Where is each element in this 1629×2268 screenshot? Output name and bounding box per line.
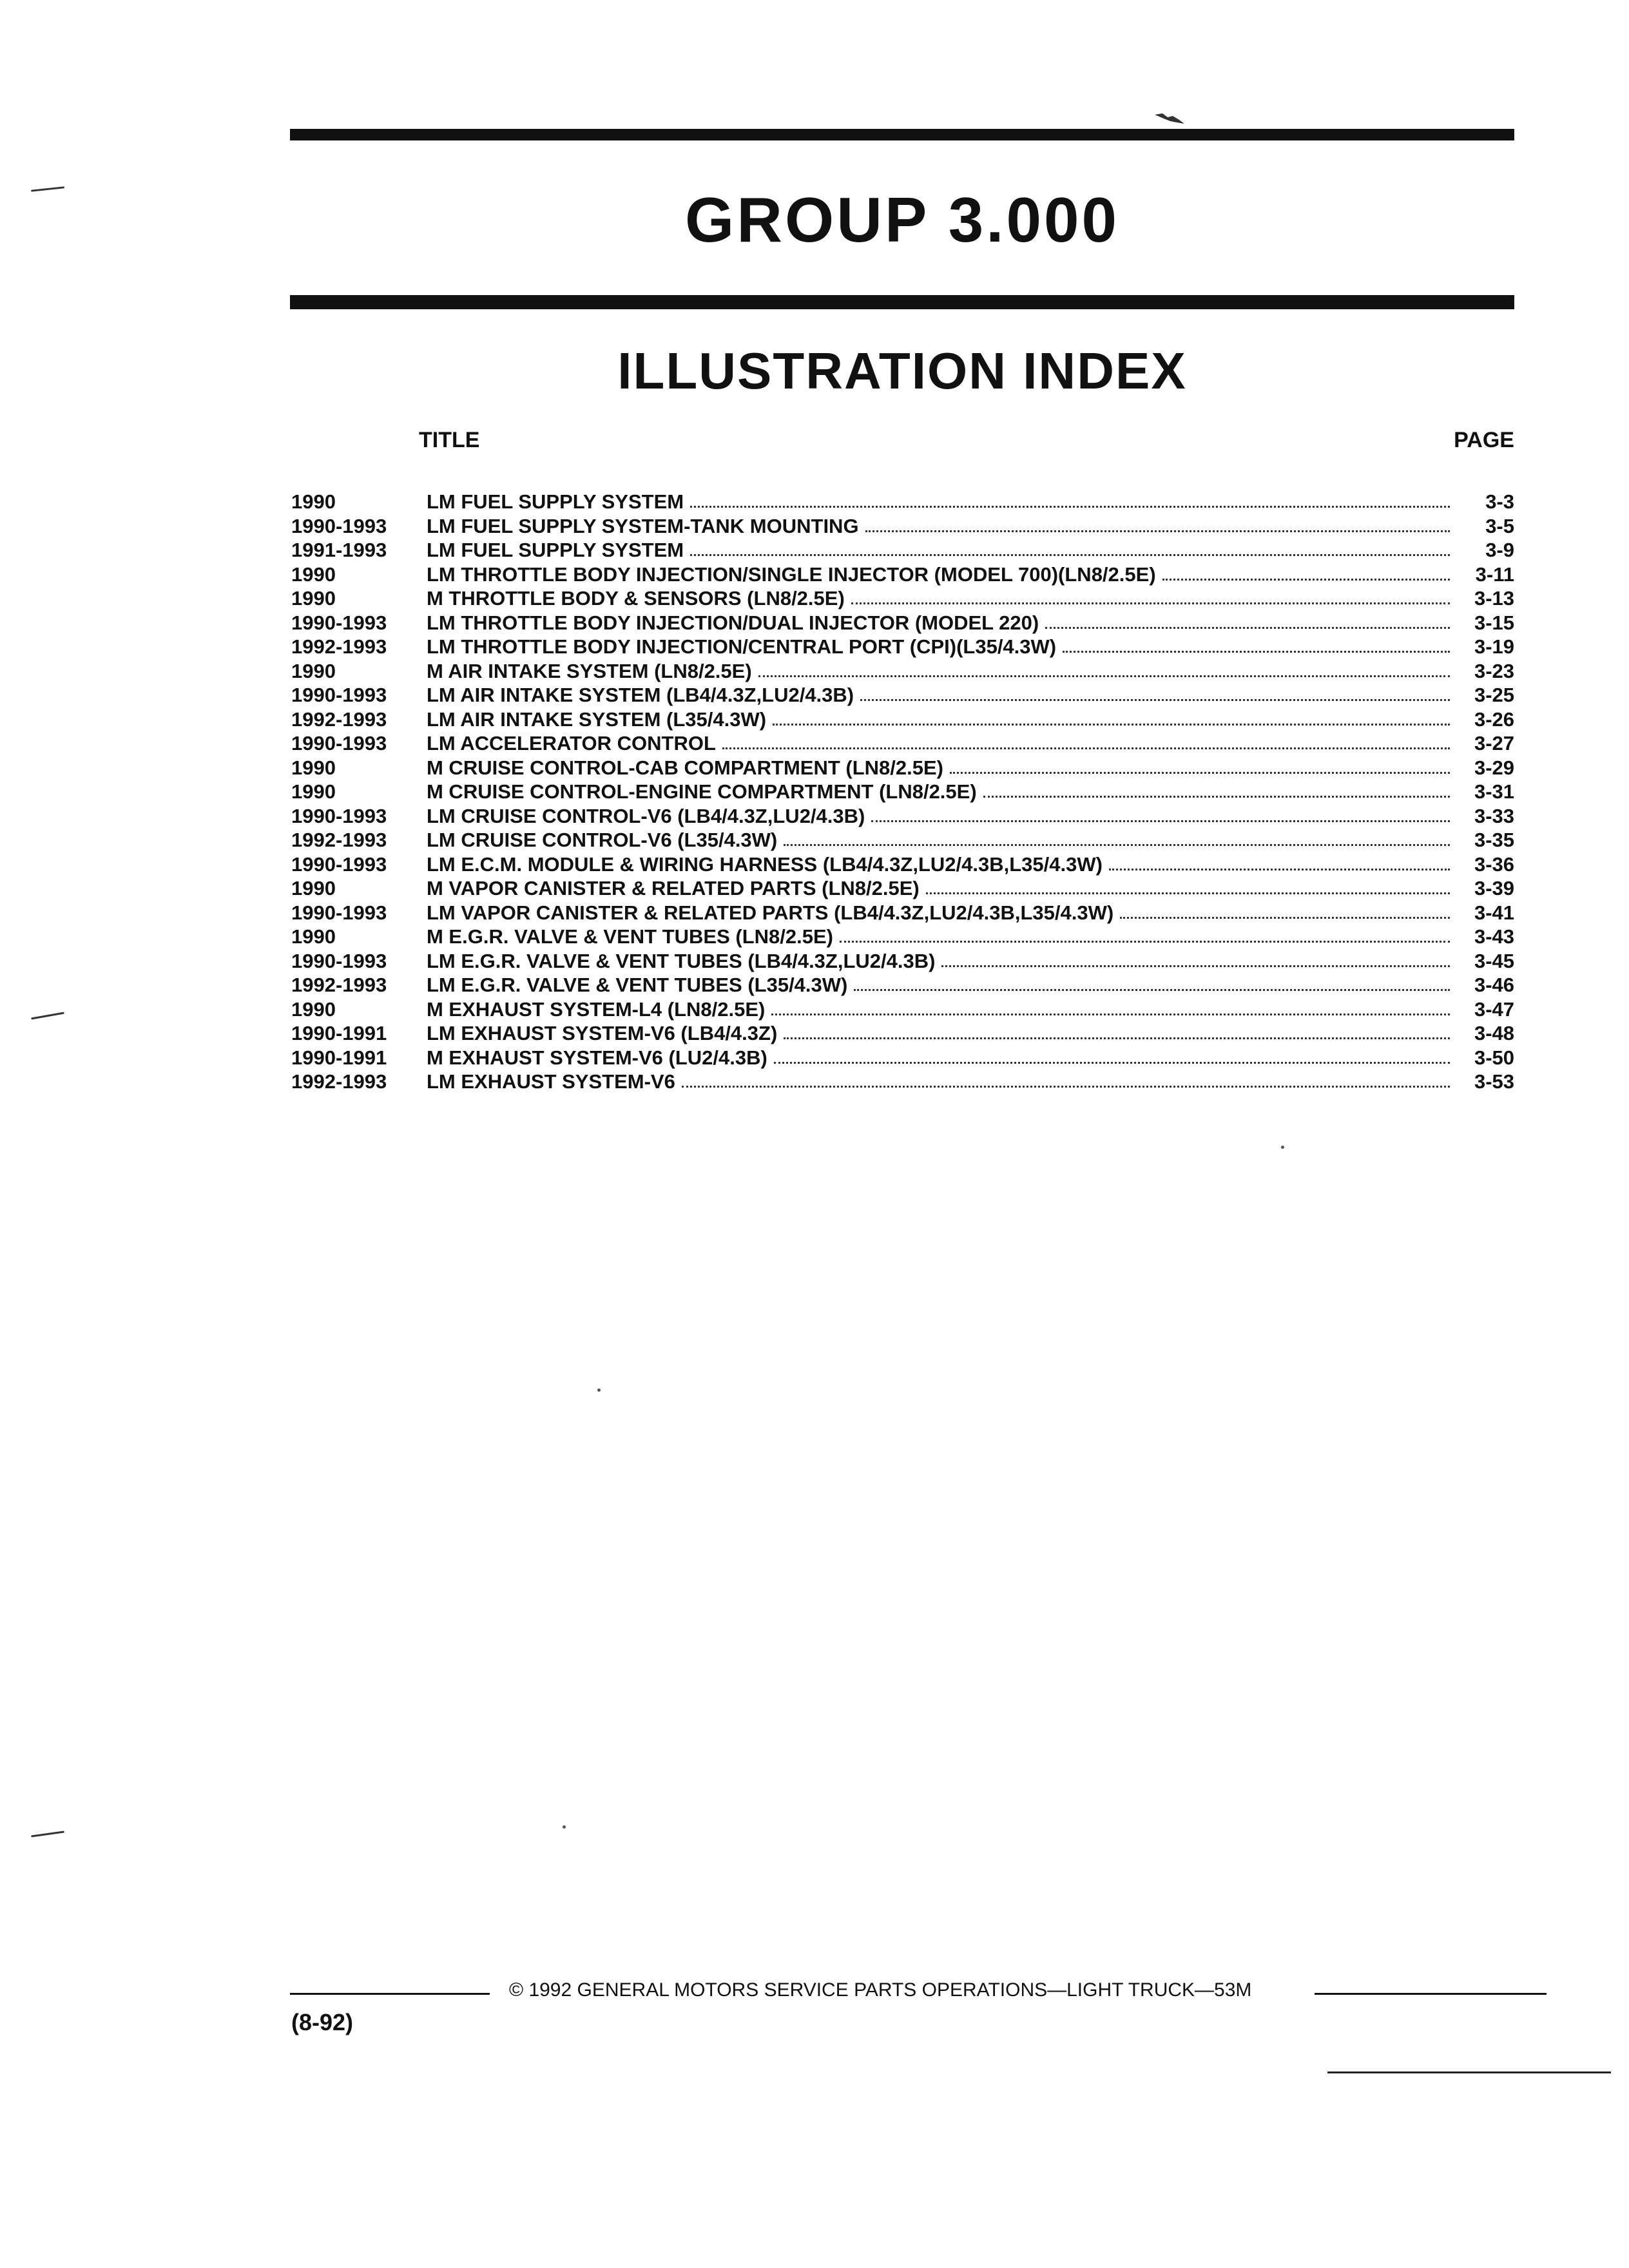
- entry-title: LM E.G.R. VALVE & VENT TUBES (L35/4.3W): [427, 974, 848, 996]
- scan-speck: [597, 1389, 601, 1392]
- entry-page: 3-5: [1485, 514, 1514, 537]
- entry-title: LM EXHAUST SYSTEM-V6: [427, 1070, 675, 1093]
- index-entry: [291, 514, 1514, 539]
- index-entry: [291, 562, 1514, 587]
- index-entry: [291, 707, 1514, 732]
- entry-leader-dots: [774, 1057, 1450, 1064]
- column-header-page: PAGE: [1454, 428, 1514, 452]
- entry-years: 1990: [291, 490, 336, 513]
- index-entry: [291, 1046, 1514, 1070]
- entry-page: 3-3: [1485, 490, 1514, 513]
- entry-title: M E.G.R. VALVE & VENT TUBES (LN8/2.5E): [427, 925, 833, 948]
- illustration-index-list: [291, 490, 1514, 1094]
- revision-code: (8-92): [291, 2009, 354, 2035]
- title-rule: [290, 295, 1514, 309]
- binder-hole-mark: [31, 1831, 64, 1837]
- entry-years: 1990-1991: [291, 1046, 387, 1069]
- entry-title: LM THROTTLE BODY INJECTION/SINGLE INJECTOR (MODEL 700)(LN8/2.5E): [427, 562, 1156, 586]
- index-entry: [291, 1021, 1514, 1046]
- entry-years: 1990: [291, 562, 336, 586]
- entry-title: LM FUEL SUPPLY SYSTEM-TANK MOUNTING: [427, 514, 859, 537]
- entry-leader-dots: [1045, 622, 1450, 629]
- footer-copyright: © 1992 GENERAL MOTORS SERVICE PARTS OPERATIONS—LIGHT TRUCK—53M: [509, 1979, 1252, 2001]
- entry-title: M CRUISE CONTROL-CAB COMPARTMENT (LN8/2.5E): [427, 756, 943, 779]
- index-entry: [291, 586, 1514, 611]
- entry-leader-dots: [950, 767, 1450, 774]
- scan-smudge: [1153, 111, 1186, 126]
- index-entry: [291, 756, 1514, 780]
- index-entry: [291, 731, 1514, 756]
- entry-leader-dots: [860, 694, 1450, 701]
- entry-leader-dots: [926, 887, 1450, 894]
- entry-years: 1990-1993: [291, 901, 387, 924]
- entry-title: LM EXHAUST SYSTEM-V6 (LB4/4.3Z): [427, 1022, 778, 1044]
- entry-leader-dots: [865, 525, 1450, 532]
- entry-title: M AIR INTAKE SYSTEM (LN8/2.5E): [427, 659, 752, 682]
- entry-years: 1991-1993: [291, 539, 387, 561]
- entry-page: 3-27: [1474, 732, 1514, 754]
- entry-title: LM ACCELERATOR CONTROL: [427, 732, 716, 754]
- entry-title: LM THROTTLE BODY INJECTION/CENTRAL PORT (CPI)(L35/4.3W): [427, 635, 1057, 658]
- entry-title: LM E.C.M. MODULE & WIRING HARNESS (LB4/4.3Z,LU2/4.3B,L35/4.3W): [427, 852, 1103, 876]
- entry-title: LM VAPOR CANISTER & RELATED PARTS (LB4/4.3Z,LU2/4.3B,L35/4.3W): [427, 901, 1114, 924]
- entry-page: 3-43: [1474, 925, 1514, 948]
- entry-title: LM AIR INTAKE SYSTEM (LB4/4.3Z,LU2/4.3B): [427, 684, 854, 706]
- footer-rule-right: [1315, 1993, 1547, 1995]
- entry-years: 1990-1993: [291, 732, 387, 754]
- entry-page: 3-9: [1485, 539, 1514, 561]
- index-entry: [291, 635, 1514, 659]
- entry-title: LM FUEL SUPPLY SYSTEM: [427, 490, 684, 513]
- index-entry: [291, 611, 1514, 635]
- entry-years: 1990-1993: [291, 611, 387, 634]
- index-entry: [291, 780, 1514, 804]
- entry-page: 3-13: [1474, 587, 1514, 610]
- entry-page: 3-31: [1474, 780, 1514, 803]
- entry-leader-dots: [941, 960, 1450, 967]
- entry-leader-dots: [722, 742, 1450, 749]
- entry-page: 3-53: [1474, 1070, 1514, 1093]
- entry-title: LM AIR INTAKE SYSTEM (L35/4.3W): [427, 707, 767, 731]
- footer-rule-left: [290, 1993, 490, 1995]
- entry-leader-dots: [784, 839, 1450, 846]
- index-entry: [291, 659, 1514, 684]
- entry-years: 1990: [291, 997, 336, 1021]
- scan-speck: [1281, 1146, 1284, 1149]
- index-entry: [291, 804, 1514, 829]
- entry-leader-dots: [1109, 863, 1450, 870]
- entry-years: 1990: [291, 877, 336, 899]
- entry-leader-dots: [1120, 912, 1450, 919]
- entry-leader-dots: [1063, 646, 1450, 653]
- entry-page: 3-35: [1474, 829, 1514, 851]
- entry-leader-dots: [773, 718, 1450, 726]
- entry-page: 3-23: [1474, 659, 1514, 682]
- index-entry: [291, 1070, 1514, 1094]
- entry-years: 1990-1993: [291, 684, 387, 706]
- entry-page: 3-47: [1474, 997, 1514, 1021]
- entry-years: 1992-1993: [291, 707, 387, 731]
- column-header-title: TITLE: [419, 428, 480, 452]
- entry-title: LM E.G.R. VALVE & VENT TUBES (LB4/4.3Z,LU2/4.3B): [427, 949, 936, 972]
- entry-page: 3-11: [1475, 562, 1514, 586]
- binder-hole-mark: [31, 1012, 64, 1020]
- index-entry: [291, 490, 1514, 514]
- index-entry: [291, 852, 1514, 877]
- entry-page: 3-15: [1474, 611, 1514, 634]
- entry-leader-dots: [840, 936, 1450, 943]
- index-entry: [291, 876, 1514, 901]
- entry-leader-dots: [758, 670, 1450, 677]
- entry-page: 3-19: [1474, 635, 1514, 658]
- entry-years: 1990-1993: [291, 852, 387, 876]
- entry-title: LM FUEL SUPPLY SYSTEM: [427, 539, 684, 561]
- entry-leader-dots: [682, 1081, 1450, 1088]
- entry-title: M EXHAUST SYSTEM-V6 (LU2/4.3B): [427, 1046, 767, 1069]
- index-entry: [291, 538, 1514, 562]
- index-entry: [291, 828, 1514, 852]
- entry-title: M CRUISE CONTROL-ENGINE COMPARTMENT (LN8/2.5E): [427, 780, 977, 803]
- entry-leader-dots: [854, 984, 1450, 991]
- binder-hole-mark: [31, 186, 64, 191]
- top-rule: [290, 129, 1514, 140]
- entry-leader-dots: [690, 501, 1450, 508]
- index-entry: [291, 949, 1514, 974]
- entry-years: 1990: [291, 587, 336, 610]
- index-entry: [291, 973, 1514, 997]
- entry-years: 1990-1993: [291, 949, 387, 972]
- entry-years: 1990-1991: [291, 1022, 387, 1044]
- entry-page: 3-25: [1474, 684, 1514, 706]
- entry-leader-dots: [690, 549, 1450, 556]
- entry-leader-dots: [771, 1008, 1450, 1015]
- entry-title: LM CRUISE CONTROL-V6 (LB4/4.3Z,LU2/4.3B): [427, 804, 865, 827]
- entry-years: 1990: [291, 756, 336, 779]
- entry-page: 3-45: [1474, 949, 1514, 972]
- scan-speck: [563, 1825, 566, 1829]
- entry-years: 1990-1993: [291, 804, 387, 827]
- entry-title: M THROTTLE BODY & SENSORS (LN8/2.5E): [427, 587, 845, 610]
- entry-page: 3-41: [1474, 901, 1514, 924]
- entry-leader-dots: [851, 597, 1450, 604]
- bottom-edge-rule: [1327, 2071, 1611, 2073]
- entry-title: M EXHAUST SYSTEM-L4 (LN8/2.5E): [427, 997, 766, 1021]
- index-title: ILLUSTRATION INDEX: [617, 342, 1187, 399]
- entry-page: 3-48: [1474, 1022, 1514, 1044]
- entry-years: 1990-1993: [291, 514, 387, 537]
- entry-page: 3-33: [1474, 804, 1514, 827]
- entry-leader-dots: [983, 791, 1450, 798]
- entry-title: LM THROTTLE BODY INJECTION/DUAL INJECTOR (MODEL 220): [427, 611, 1039, 634]
- entry-years: 1990: [291, 659, 336, 682]
- index-entry: [291, 901, 1514, 925]
- entry-years: 1990: [291, 780, 336, 803]
- entry-page: 3-39: [1474, 877, 1514, 899]
- entry-years: 1992-1993: [291, 1070, 387, 1093]
- entry-page: 3-26: [1474, 707, 1514, 731]
- entry-years: 1992-1993: [291, 829, 387, 851]
- entry-title: LM CRUISE CONTROL-V6 (L35/4.3W): [427, 829, 778, 851]
- entry-page: 3-50: [1474, 1046, 1514, 1069]
- group-title: GROUP 3.000: [684, 184, 1120, 255]
- entry-years: 1992-1993: [291, 974, 387, 996]
- index-entry: [291, 997, 1514, 1022]
- entry-years: 1990: [291, 925, 336, 948]
- entry-page: 3-36: [1474, 852, 1514, 876]
- entry-leader-dots: [871, 815, 1450, 822]
- entry-leader-dots: [784, 1032, 1450, 1039]
- entry-leader-dots: [1162, 573, 1450, 581]
- entry-years: 1992-1993: [291, 635, 387, 658]
- entry-page: 3-29: [1474, 756, 1514, 779]
- entry-title: M VAPOR CANISTER & RELATED PARTS (LN8/2.5E): [427, 877, 920, 899]
- index-entry: [291, 683, 1514, 707]
- index-entry: [291, 925, 1514, 949]
- entry-page: 3-46: [1474, 974, 1514, 996]
